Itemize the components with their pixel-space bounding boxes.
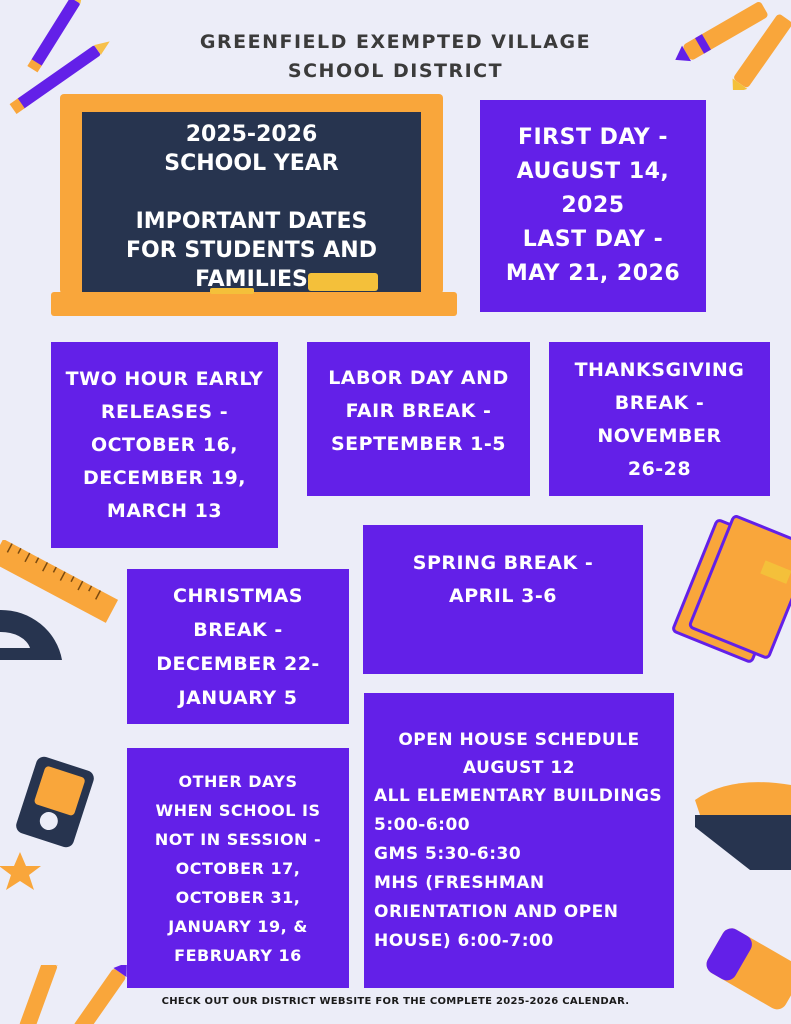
first-last-day-box: FIRST DAY - AUGUST 14, 2025 LAST DAY - MAY 21, 2026 [480,100,706,312]
chalkboard-ledge [51,292,457,316]
district-title-line1: GREENFIELD EXEMPTED VILLAGE [199,31,592,53]
eraser-decoration-icon [690,920,791,1024]
ruler-icon [0,540,120,670]
stapler-icon [690,775,791,890]
spring-break-box: SPRING BREAK - APRIL 3-6 [363,525,643,674]
christmas-box: CHRISTMAS BREAK - DECEMBER 22- JANUARY 5 [127,569,349,724]
chalkboard-heading: 2025-2026 SCHOOL YEAR IMPORTANT DATES FOR STUDENTS AND FAMILIES [126,122,377,292]
district-title-line2: SCHOOL DISTRICT [287,60,504,82]
other-days-box: OTHER DAYS WHEN SCHOOL IS NOT IN SESSION - OCTOBER 17, OCTOBER 31, JANUARY 19, & FEBRUARY 16 [127,748,349,988]
crayon-icon [665,0,791,90]
open-house-title: OPEN HOUSE SCHEDULE AUGUST 12 [398,729,640,778]
footer-note: CHECK OUT OUR DISTRICT WEBSITE FOR THE COMPLETE 2025-2026 CALENDAR. [161,996,630,1007]
labor-day-box: LABOR DAY AND FAIR BREAK - SEPTEMBER 1-5 [307,342,530,496]
notebook-icon [672,510,791,675]
open-house-details: ALL ELEMENTARY BUILDINGS 5:00-6:00 GMS 5:30-6:30 MHS (FRESHMAN ORIENTATION AND OPEN HOUSE) 6:00-7:00 [374,785,663,951]
open-house-box [364,693,674,988]
thanksgiving-box: THANKSGIVING BREAK - NOVEMBER 26-28 [549,342,770,496]
early-releases-box: TWO HOUR EARLY RELEASES - OCTOBER 16, DECEMBER 19, MARCH 13 [51,342,278,548]
crayon-icon [0,965,130,1024]
sharpener-icon [0,752,95,902]
